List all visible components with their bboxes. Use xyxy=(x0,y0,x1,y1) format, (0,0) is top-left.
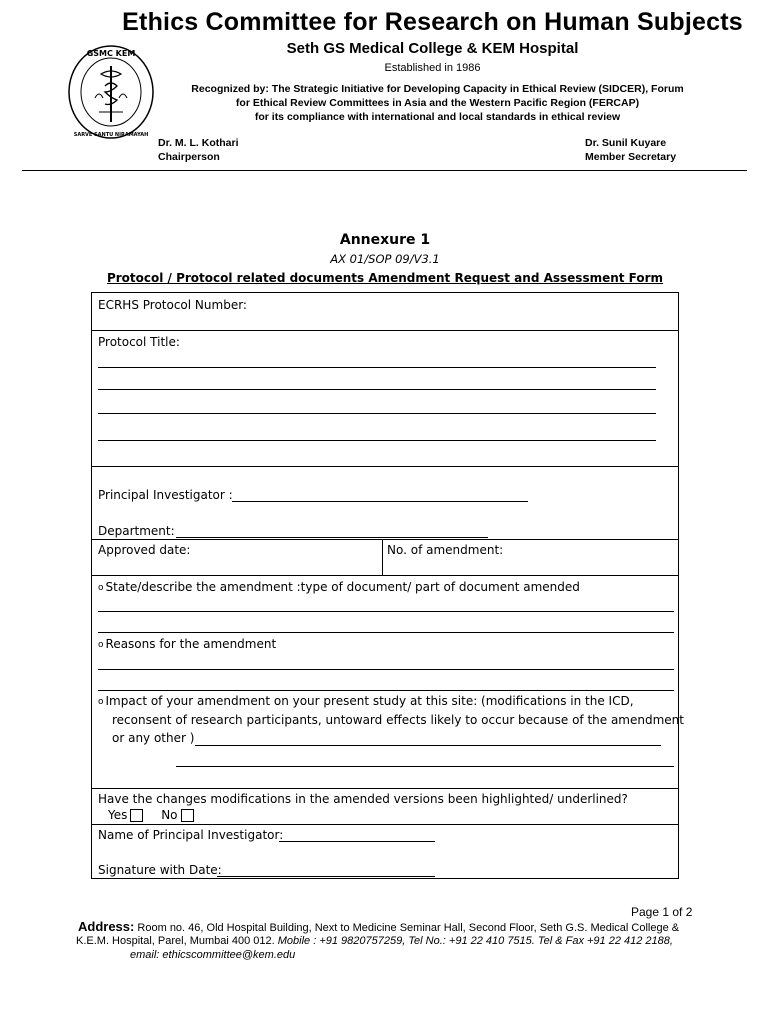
row-divider xyxy=(92,466,678,467)
recognition-line-1: Recognized by: The Strategic Initiative for Developing Capacity in Ethical Review (SIDCER), Forum xyxy=(191,83,684,95)
pi-name-field[interactable] xyxy=(279,841,435,842)
amendment-description-label xyxy=(98,580,580,594)
approved-date-label: Approved date: xyxy=(98,543,191,557)
protocol-title-line-2[interactable] xyxy=(98,389,656,390)
amendment-description-line-2[interactable] xyxy=(98,632,674,633)
established-year: Established in 1986 xyxy=(384,62,481,74)
committee-title: Ethics Committee for Research on Human Subjects xyxy=(122,8,743,36)
pi-name-label: Name of Principal Investigator: xyxy=(98,828,284,842)
contact-numbers: Mobile : +91 9820757259, Tel No.: +91 22 410 7515. Tel & Fax +91 22 412 2188, xyxy=(277,935,673,947)
reasons-text: Reasons for the amendment xyxy=(105,637,277,651)
svg-text:SARVE SANTU NIRAMAYAH: SARVE SANTU NIRAMAYAH xyxy=(73,132,149,138)
protocol-title-label: Protocol Title: xyxy=(98,335,180,349)
amendment-number-label: No. of amendment: xyxy=(387,543,504,557)
protocol-number-label: ECRHS Protocol Number: xyxy=(98,298,247,312)
kem-seal-logo xyxy=(65,42,157,142)
address-line-2 xyxy=(76,935,673,947)
protocol-title-line-1[interactable] xyxy=(98,367,656,368)
address-line-1 xyxy=(78,919,679,934)
row-divider xyxy=(92,575,678,576)
page-number: Page 1 of 2 xyxy=(631,905,693,919)
secretary-role: Member Secretary xyxy=(585,151,677,163)
highlight-question: Have the changes modifications in the amended versions been highlighted/ underlined? xyxy=(98,792,628,806)
amendment-form xyxy=(91,292,684,879)
amendment-description-line-1[interactable] xyxy=(98,611,674,612)
protocol-title-line-3[interactable] xyxy=(98,413,656,414)
column-divider xyxy=(382,539,383,575)
impact-field-line-1[interactable] xyxy=(195,745,661,746)
chairperson-block xyxy=(158,136,239,164)
circle-bullet-icon: o xyxy=(98,583,104,593)
impact-line-1 xyxy=(98,694,634,708)
annexure-title: Annexure 1 xyxy=(339,232,431,248)
signature-field[interactable] xyxy=(217,876,435,877)
department-field[interactable] xyxy=(176,537,488,538)
annexure-code: AX 01/SOP 09/V3.1 xyxy=(330,252,440,266)
no-label: No xyxy=(161,808,178,822)
secretary-name: Dr. Sunil Kuyare xyxy=(585,137,667,149)
svg-text:GSMC KEM: GSMC KEM xyxy=(86,49,136,58)
yes-no-options xyxy=(108,808,194,822)
reasons-line-1[interactable] xyxy=(98,669,674,670)
row-divider xyxy=(92,788,678,789)
form-title: Protocol / Protocol related documents Amendment Request and Assessment Form xyxy=(106,271,664,285)
protocol-title-line-4[interactable] xyxy=(98,440,656,441)
row-divider xyxy=(92,539,678,540)
row-divider xyxy=(92,330,678,331)
department-label: Department: xyxy=(98,524,175,538)
chairperson-name: Dr. M. L. Kothari xyxy=(158,137,239,149)
signature-label: Signature with Date: xyxy=(98,863,222,877)
header-divider xyxy=(22,170,747,171)
no-checkbox[interactable] xyxy=(181,809,194,822)
address-text-1: Room no. 46, Old Hospital Building, Next to Medicine Seminar Hall, Second Floor, Seth G.S. Medical College & xyxy=(134,922,680,934)
principal-investigator-field[interactable] xyxy=(232,501,528,502)
circle-bullet-icon: o xyxy=(98,640,104,650)
circle-bullet-icon: o xyxy=(98,697,104,707)
address-label: Address: xyxy=(78,919,135,934)
recognition-line-3: for its compliance with international and local standards in ethical review xyxy=(254,111,621,123)
row-divider xyxy=(92,824,678,825)
impact-field-line-2[interactable] xyxy=(176,766,674,767)
amendment-description-text: State/describe the amendment :type of document/ part of document amended xyxy=(105,580,580,594)
address-text-2: K.E.M. Hospital, Parel, Mumbai 400 012. xyxy=(76,935,278,947)
email-address: email: ethicscommittee@kem.edu xyxy=(130,949,296,961)
secretary-block xyxy=(585,136,676,164)
yes-checkbox[interactable] xyxy=(130,809,143,822)
impact-line-2: reconsent of research participants, untoward effects likely to occur because of the amendment xyxy=(112,713,684,727)
institution-name: Seth GS Medical College & KEM Hospital xyxy=(286,40,579,57)
yes-label: Yes xyxy=(108,808,128,822)
reasons-line-2[interactable] xyxy=(98,690,674,691)
impact-text-1: Impact of your amendment on your present study at this site: (modifications in the ICD, xyxy=(105,694,634,708)
chairperson-role: Chairperson xyxy=(158,151,220,163)
reasons-label xyxy=(98,637,276,651)
principal-investigator-label: Principal Investigator : xyxy=(98,488,233,502)
recognition-line-2: for Ethical Review Committees in Asia and the Western Pacific Region (FERCAP) xyxy=(235,97,640,109)
impact-line-3: or any other ) xyxy=(112,731,195,745)
recognition-text xyxy=(160,82,715,124)
